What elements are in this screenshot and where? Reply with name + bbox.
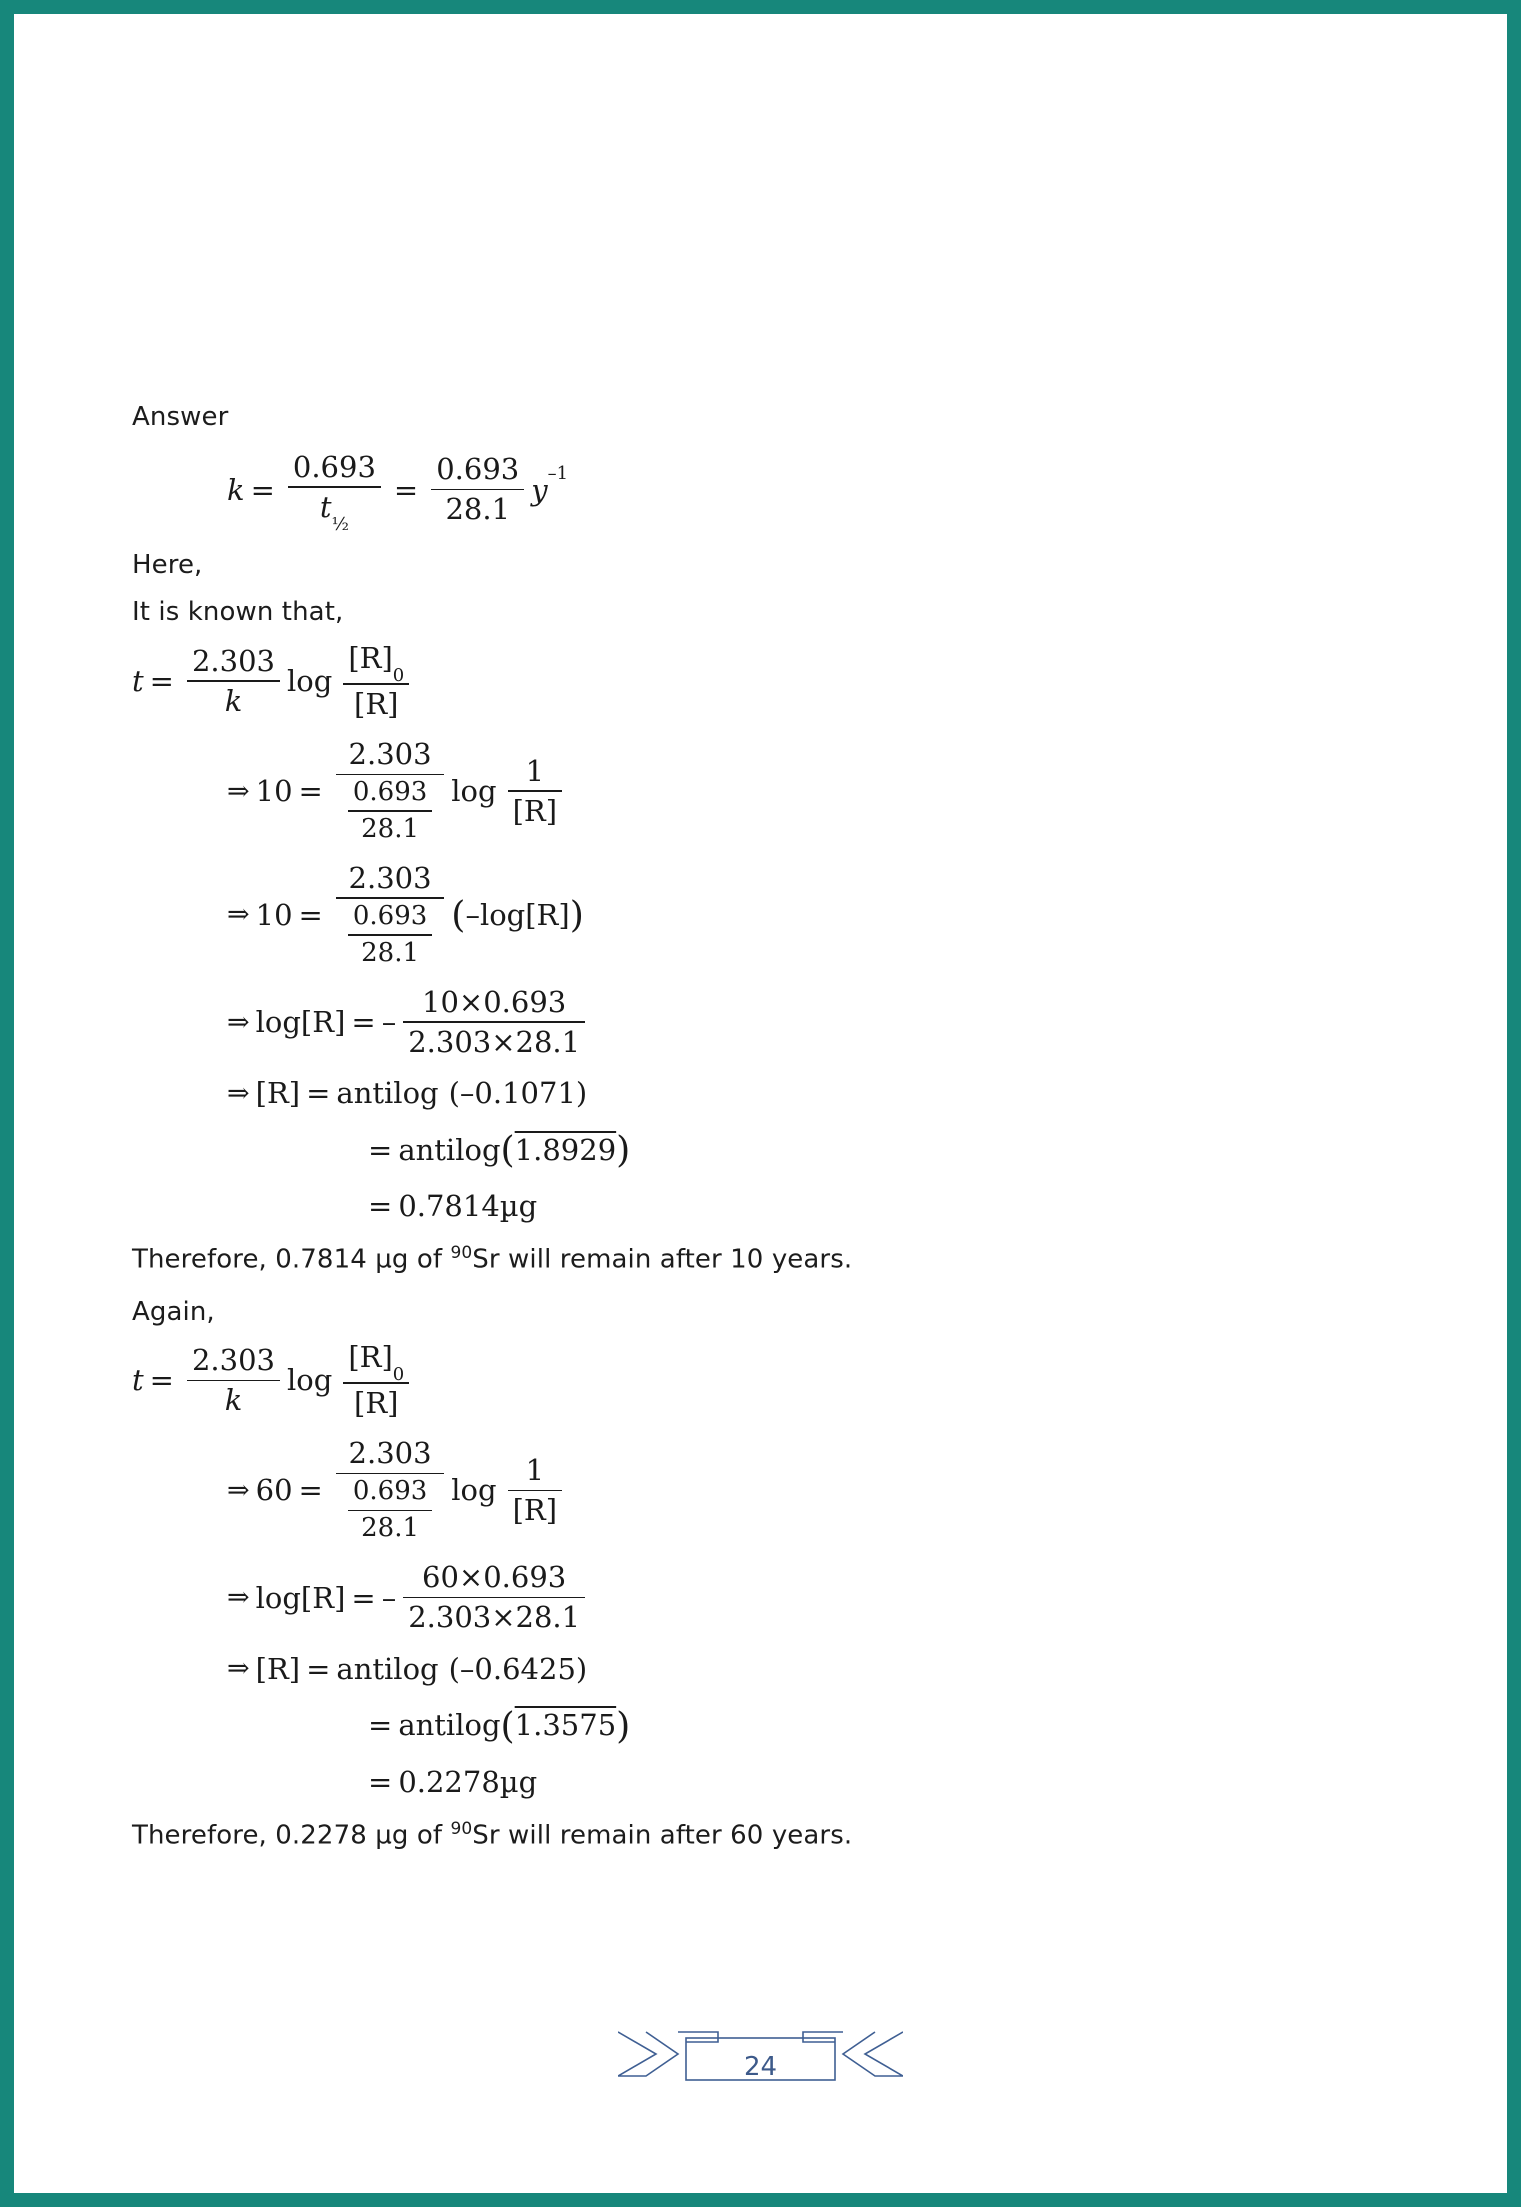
fraction-bar (336, 897, 444, 899)
t-den: k (224, 683, 243, 718)
fraction-bar (348, 1510, 432, 1512)
paren-open: ( (500, 1128, 515, 1172)
ratio-den: [R] (354, 686, 399, 721)
equals: = (368, 1189, 393, 1224)
outer-den (336, 902, 444, 968)
k-fraction-2 (431, 453, 524, 526)
fraction-bar (187, 680, 280, 682)
fraction-bar (187, 1380, 280, 1382)
minus-sign: – (381, 1005, 397, 1040)
fraction-bar (288, 486, 381, 488)
t-symbol: t (132, 1363, 144, 1398)
equals: = (368, 1132, 393, 1167)
page-number-ribbon (14, 2024, 1507, 2104)
result-60-post: Sr will remain after 60 years. (472, 1820, 853, 1851)
log-operator: log (287, 1363, 333, 1398)
k-unit: $y^{-1}$ (531, 463, 569, 507)
equation-half-life-k (227, 449, 1332, 535)
paren-close: ) (616, 1128, 631, 1172)
here-label: Here, (132, 549, 203, 580)
result-value-10: 0.7814µg (398, 1189, 538, 1224)
one-over-r-10 (508, 755, 562, 828)
result-60-pre: Therefore, 0.2278 µg of (132, 1820, 451, 1851)
t-equals: = (149, 664, 174, 699)
page-content (132, 399, 1332, 1869)
antilog-bar-value: 1.8929 (514, 1132, 617, 1167)
r-lhs: [R] (255, 1076, 301, 1111)
k-den-1: $t_{\frac{1}{2}}$ (319, 489, 349, 535)
logr-fraction-60 (403, 1561, 585, 1634)
result-10-post: Sr will remain after 10 years. (472, 1245, 853, 1275)
r-den: [R] (512, 1493, 558, 1528)
implies-arrow-icon: ⇒ (227, 1582, 250, 1614)
minus-sign: – (381, 1580, 397, 1615)
t-fraction (187, 645, 280, 718)
again-label: Again, (132, 1296, 215, 1327)
inner-num-10: 0.693 (352, 777, 428, 808)
equation-t-general-2 (132, 1341, 1332, 1419)
concentration-ratio (343, 1341, 409, 1419)
outer-fraction-10 (336, 738, 444, 844)
ten-value: 10 (255, 774, 293, 808)
implies-arrow-icon: ⇒ (227, 1474, 250, 1506)
footer-watermark (714, 2144, 1494, 2204)
k-symbol: k (227, 472, 245, 507)
inner-num: 0.693 (352, 901, 428, 931)
ratio-den: [R] (354, 1385, 399, 1420)
antilog-fn: antilog (398, 1132, 501, 1167)
inner-den: 28.1 (361, 937, 419, 968)
mass-number-90: 90 (450, 1243, 473, 1264)
ten-value: 10 (255, 897, 293, 932)
sixty-value: 60 (255, 1473, 293, 1508)
logr-fraction-10 (403, 986, 585, 1059)
outer-den-60 (336, 1477, 444, 1543)
sixty-equals: = (298, 1473, 323, 1508)
concentration-ratio (343, 642, 409, 720)
t-fraction (187, 1344, 280, 1417)
logr-equals: = (351, 1005, 376, 1040)
k-den-2: 28.1 (445, 492, 511, 527)
logr-num: 10×0.693 (422, 984, 567, 1019)
fraction-bar (336, 774, 444, 776)
equation-neglog-10 (227, 862, 1332, 968)
antilog-fn: antilog (336, 1076, 439, 1111)
fraction-bar (508, 1490, 562, 1492)
equation-substitute-60 (227, 1437, 1332, 1543)
inner-num-60: 0.693 (352, 1476, 428, 1507)
antilog-value: (–0.1071) (448, 1076, 588, 1111)
equation-antilog-10 (227, 1076, 1332, 1110)
implies-arrow-icon: ⇒ (227, 899, 250, 931)
paren-close: ) (616, 1703, 631, 1747)
page-number: 24 (743, 2052, 778, 2082)
antilog-fn: antilog (336, 1651, 439, 1686)
outer-fraction-neglog-10 (336, 862, 444, 968)
known-label: It is known that, (132, 597, 344, 628)
k-num-2: 0.693 (436, 452, 520, 487)
equation-logr-10 (227, 986, 1332, 1059)
outer-num-60: 2.303 (348, 1436, 432, 1471)
fraction-bar (403, 1021, 585, 1023)
outer-fraction-60 (336, 1437, 444, 1543)
r-lhs: [R] (255, 1651, 301, 1686)
outer-num: 2.303 (348, 860, 432, 895)
neglog-body: –log[R] (465, 897, 570, 932)
equals: = (368, 1708, 393, 1743)
antilog-value: (–0.6425) (448, 1651, 588, 1686)
equation-logr-60 (227, 1561, 1332, 1634)
t-num: 2.303 (191, 643, 275, 678)
equation-t-general-1 (132, 642, 1332, 720)
inner-den-10: 28.1 (361, 813, 419, 844)
result-sentence-60-years (132, 1817, 1332, 1855)
inner-fraction (348, 902, 432, 968)
equals: = (368, 1764, 393, 1799)
fraction-bar (348, 934, 432, 936)
equation-substitute-10 (227, 738, 1332, 844)
outer-num-10: 2.303 (348, 737, 432, 772)
t-symbol: t (132, 664, 144, 699)
inner-den-60: 28.1 (361, 1513, 419, 1544)
fraction-bar (336, 1473, 444, 1475)
page-paper (14, 14, 1507, 2193)
logr-den: 2.303×28.1 (408, 1600, 581, 1635)
r-equals: = (306, 1076, 331, 1111)
implies-arrow-icon: ⇒ (227, 775, 250, 807)
k-fraction-1 (288, 449, 381, 535)
equation-antilog-60 (227, 1652, 1332, 1686)
logr-lhs: log[R] (255, 1005, 346, 1040)
outer-den-10 (336, 778, 444, 844)
antilog-fn: antilog (398, 1708, 501, 1743)
log-operator: log (451, 774, 497, 808)
one-over-r-60 (508, 1454, 562, 1527)
ribbon-graphic (618, 2024, 903, 2104)
one-num: 1 (525, 753, 545, 788)
logr-lhs: log[R] (255, 1580, 346, 1615)
t-equals: = (149, 1363, 174, 1398)
result-10-pre: Therefore, 0.7814 µg of (132, 1245, 451, 1275)
answer-heading: Answer (132, 402, 229, 432)
k-equals-2: = (393, 472, 419, 507)
fraction-bar (431, 489, 524, 491)
log-operator: log (287, 664, 333, 699)
one-num: 1 (525, 1453, 545, 1488)
result-value-60: 0.2278µg (398, 1764, 538, 1799)
implies-arrow-icon: ⇒ (227, 1006, 250, 1038)
t-den: k (224, 1383, 243, 1418)
equation-antilog-bar-60 (362, 1704, 1332, 1747)
t-num: 2.303 (191, 1343, 275, 1378)
k-equals-1: = (250, 472, 275, 507)
inner-fraction-60 (348, 1477, 432, 1543)
implies-arrow-icon: ⇒ (227, 1077, 250, 1109)
fraction-bar (348, 810, 432, 812)
result-sentence-10-years (132, 1241, 1332, 1279)
fraction-bar (403, 1597, 585, 1599)
logr-den: 2.303×28.1 (408, 1024, 581, 1059)
inner-fraction-10 (348, 778, 432, 844)
mass-number-90: 90 (450, 1818, 473, 1839)
ratio-num: $[R]_0$ (348, 641, 405, 686)
equation-antilog-bar-10 (362, 1128, 1332, 1171)
paren-open: ( (451, 893, 466, 937)
equation-result-10 (362, 1189, 1332, 1223)
log-operator: log (451, 1473, 497, 1508)
implies-arrow-icon: ⇒ (227, 1653, 250, 1685)
ten-equals: = (298, 774, 323, 808)
logr-equals: = (351, 1580, 376, 1615)
ratio-num: $[R]_0$ (348, 1340, 405, 1386)
paren-close: ) (569, 893, 584, 937)
antilog-bar-value: 1.3575 (514, 1708, 617, 1743)
equation-result-60 (362, 1765, 1332, 1799)
r-equals: = (306, 1651, 331, 1686)
logr-num: 60×0.693 (422, 1560, 567, 1595)
ten-equals: = (298, 897, 323, 932)
paren-open: ( (500, 1703, 515, 1747)
fraction-bar (508, 790, 562, 792)
k-num-1: 0.693 (292, 449, 376, 484)
r-den: [R] (512, 793, 558, 828)
